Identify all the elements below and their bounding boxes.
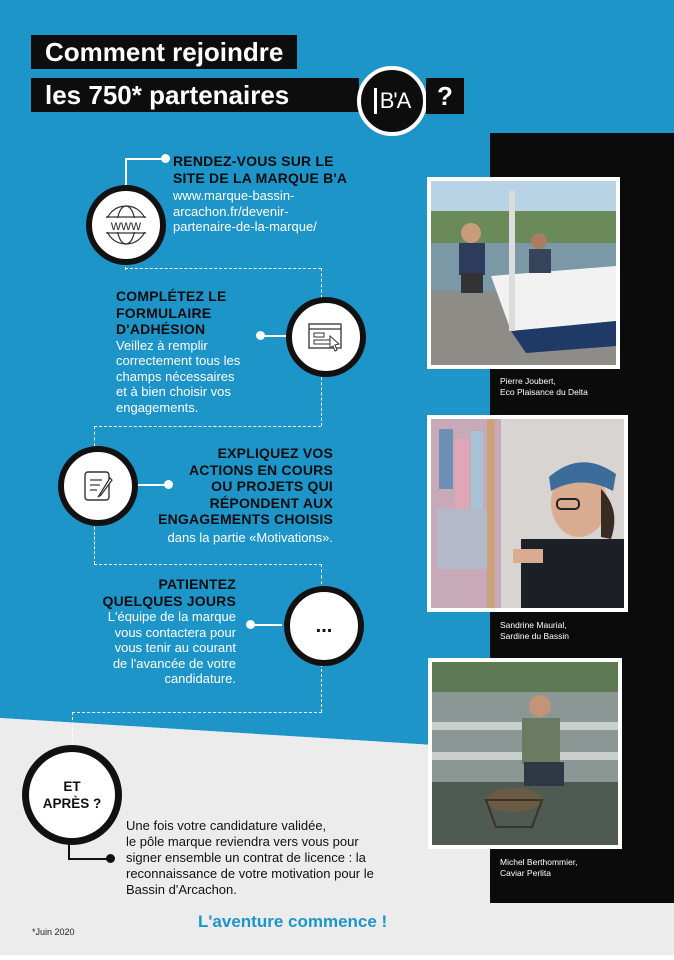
step-3-heading-line: ENGAGEMENTS CHOISIS — [158, 511, 333, 527]
step-4-body-line: vous tenir au courant — [114, 640, 236, 655]
step-2-body-line: correctement tous les — [116, 353, 241, 368]
step-3-heading-line: ACTIONS EN COURS — [189, 461, 333, 478]
step-1 — [173, 153, 393, 235]
step-4-body-line: vous contactera pour — [114, 624, 236, 640]
step-1-heading-line: RENDEZ-VOUS SUR LE — [173, 153, 334, 169]
step-4 — [70, 576, 236, 687]
caption-1-line: Pierre Joubert, — [500, 376, 556, 386]
step-4-heading-line: QUELQUES JOURS — [102, 592, 236, 609]
connector-1b — [125, 158, 165, 160]
step-2-heading-line: D'ADHÉSION — [116, 321, 206, 337]
step-3-heading-line: OU PROJETS QUI — [211, 478, 333, 494]
globe-icon — [100, 203, 152, 247]
caption-2-line: Sandrine Maurial, — [500, 620, 567, 630]
connector-1a — [125, 158, 127, 188]
after-text-line: Une fois votre candidature validée, — [126, 818, 327, 833]
step-4-body-line: candidature. — [164, 671, 236, 686]
step-4-heading-line: PATIENTEZ — [158, 576, 236, 592]
step-2-heading-line: COMPLÉTEZ LE — [116, 288, 227, 304]
step-2-body-line: champs nécessaires — [116, 368, 235, 384]
step-3-heading-line: EXPLIQUEZ VOS — [217, 445, 333, 461]
form-icon — [286, 297, 366, 377]
connector-5b — [72, 712, 73, 746]
step-4-body-line: L'équipe de la marque — [107, 609, 236, 624]
step-3-body-line: dans la partie «Motivations». — [167, 529, 333, 545]
caption-1-line: Eco Plaisance du Delta — [500, 387, 588, 397]
step-1-link[interactable] — [173, 188, 393, 235]
connector-4b — [321, 564, 322, 584]
title-question-mark: ? — [426, 78, 464, 114]
connector-4c — [252, 624, 282, 626]
step-1-body-line: arcachon.fr/devenir- — [173, 203, 289, 219]
step-3-heading — [130, 445, 333, 528]
after-text-line: reconnaissance de votre motivation pour le — [126, 866, 374, 881]
step-2-body-line: engagements. — [116, 399, 199, 415]
after-text — [126, 818, 426, 898]
step-2-body — [116, 338, 276, 416]
connector-5d — [68, 858, 110, 860]
slogan: L'aventure commence ! — [198, 912, 388, 931]
caption-3 — [500, 857, 577, 879]
ba-logo-text: B'A — [379, 88, 411, 113]
connector-5a — [72, 712, 322, 713]
step-2-heading-line: FORMULAIRE — [116, 304, 212, 321]
photo-michel-berthommier — [428, 658, 622, 849]
caption-2 — [500, 620, 569, 642]
caption-3-line: Michel Berthommier, — [500, 857, 578, 867]
step-1-heading — [173, 153, 393, 186]
connector-2a — [125, 268, 321, 269]
caption-1 — [500, 376, 588, 398]
footnote: *Juin 2020 — [32, 927, 75, 937]
title-line-1: Comment rejoindre — [31, 35, 297, 69]
connector-3d — [94, 522, 95, 564]
www-icon — [86, 185, 166, 265]
ellipsis-icon-text: ... — [315, 614, 333, 637]
step-3-heading-line: RÉPONDENT AUX — [209, 494, 333, 511]
ellipsis-icon — [284, 586, 364, 666]
step-2 — [116, 288, 276, 415]
photo-pierre-joubert — [427, 177, 620, 369]
connector-3b — [94, 426, 95, 446]
caption-2-line: Sardine du Bassin — [500, 631, 569, 641]
connector-dot-5 — [106, 854, 115, 863]
after-ring-line: ET — [63, 779, 81, 794]
ba-logo — [357, 66, 427, 136]
step-2-heading — [116, 288, 276, 338]
step-2-body-line: Veillez à remplir — [116, 337, 208, 353]
step-3 — [130, 445, 333, 545]
www-icon-text: www — [110, 217, 142, 233]
after-ring — [22, 745, 122, 845]
connector-dot-1 — [161, 154, 170, 163]
connector-4d — [321, 664, 322, 712]
step-1-body-line: partenaire-de-la-marque/ — [173, 219, 317, 234]
photo-sandrine-maurial — [427, 415, 628, 612]
after-text-line: signer ensemble un contrat de licence : la — [126, 850, 366, 865]
connector-2d — [321, 372, 322, 426]
connector-dot-4 — [246, 620, 255, 629]
step-4-body — [70, 609, 236, 687]
after-ring-line: APRÈS ? — [42, 796, 102, 811]
document-edit-icon — [58, 446, 138, 526]
caption-3-line: Caviar Perlita — [500, 868, 552, 878]
step-1-heading-line: SITE DE LA MARQUE B'A — [173, 169, 348, 186]
connector-4a — [94, 564, 322, 565]
connector-2b — [321, 268, 322, 298]
step-4-heading — [70, 576, 236, 609]
step-2-body-line: et à bien choisir vos — [116, 384, 231, 399]
after-text-line: Bassin d'Arcachon. — [126, 882, 237, 897]
connector-3a — [94, 426, 321, 427]
step-4-body-line: de l'avancée de votre — [112, 655, 236, 671]
title-line-2: les 750* partenaires — [31, 78, 359, 112]
after-text-line: le pôle marque reviendra vers vous pour — [126, 834, 359, 849]
step-1-body-line: www.marque-bassin- — [173, 188, 295, 203]
